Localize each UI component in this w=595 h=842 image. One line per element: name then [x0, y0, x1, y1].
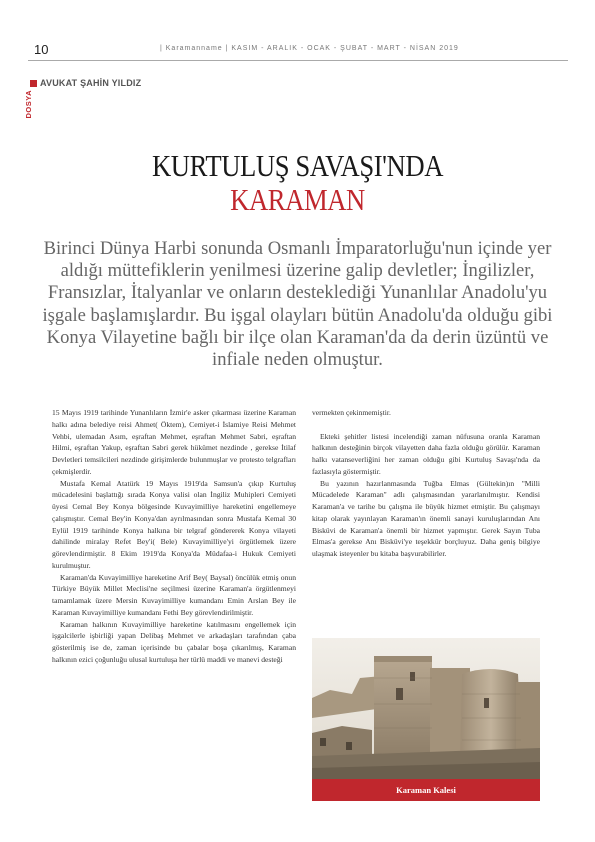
- article-title-line2: KARAMAN: [230, 182, 365, 217]
- article-title-line1: KURTULUŞ SAVAŞI'NDA: [151, 148, 444, 183]
- body-paragraph: Karaman halkının Kuvayimilliye hareketine katılmasını engellemek için işgalcilerle işbirliği yapan Delibaş Mehmet ve arkadaşları tarafından çaba gösterilmiş ise de, zaman içerisinde bu çabalar boşa çıkarılmış, Karaman halkının ezici çoğunluğu ulusal kurtuluşa her türlü maddi ve manevi desteği: [52, 619, 296, 664]
- body-column-right: [312, 407, 540, 560]
- body-paragraph: vermekten çekinmemiştir.: [312, 408, 391, 417]
- body-paragraph: 15 Mayıs 1919 tarihinde Yunanlıların İzmir'e asker çıkarması üzerine Karaman halkı adına belediye reisi Ahmet( Öktem), Cemiyet-i İslamiye Reisi Mehmet Vehbi, ulemadan Asım, eşraftan Mehmet, eşraftan Mehmet Sabri, eşraftan Hilmi, eşraftan Yakup, eşraftan Sabri gerek hükümet nezdinde , gerekse İtilaf Devletleri temsilcileri nezdinde girişimlerde bulunmuşlar ve protesto telgrafları çekmişlerdir.: [52, 408, 296, 476]
- body-paragraph: Ekteki şehitler listesi incelendiği zaman nüfusuna oranla Karaman halkının desteğinin birçok vilayetten daha fazla olduğu görülür. Karaman halkı vatanseverliğini her zaman olduğu gibi Kurtuluş Savaşı'nda da fazlasıyla göstermiştir.: [312, 431, 540, 476]
- body-paragraph: Mustafa Kemal Atatürk 19 Mayıs 1919'da Samsun'a çıkıp Kurtuluş mücadelesini başlattığı sırada Konya valisi olan İngiliz Muhipleri Cemiyeti üyesi Cemal Bey Konya bölgesinde Kuvayimilliye hareketini engellemeye çalışmıştır. Cemal Bey'in Konya'dan ayrılmasından sonra Mustafa Kemal 30 Eylül 1919 tarihinde Konya halkına bir telgraf göndererek Konya vilayeti dahilinde miralay Refet Bey'i( Bele) Kuvayimilliye'yi örgütlemek üzere görevlendirmiştir. 8 Ekim 1919'da Konya'da Müdafaa-i Hukuk Cemiyeti kurulmuştur.: [52, 478, 296, 570]
- running-head: | Karamanname | KASIM - ARALIK - OCAK - ŞUBAT - MART - NİSAN 2019: [160, 45, 459, 52]
- body-paragraph: Bu yazının hazırlanmasında Tuğba Elmas (Gültekin)ın "Milli Mücadelede Karaman" adlı çalışmasından yararlanılmıştır. Kendisi Karaman'a ve tarihe bu çalışma ile büyük hizmet etmiştir. Bu çalışmayı kitap olarak yayınlayan Karaman'ın önemli sanayi kuruluşlarından Anı Bisküvi de Karaman'a önemli bir hizmet yapmıştır. Gerek Sayın Tuba Elmas'a gerekse Anı Bisküvi'ye teşekkür borçluyuz. Daha geniş bilgiye ulaşmak isteyenler bu kitaba başvurabilirler.: [312, 478, 540, 558]
- section-tag: DOSYA: [24, 90, 33, 119]
- body-paragraph: Karaman'da Kuvayimilliye hareketine Arif Bey( Baysal) öncülük etmiş onun Türkiye Büyük Millet Meclisi'ne seçilmesi üzerine Karaman'a örgütlenmeyi tamamlamak üzere Mersin Kuvayimilliye kumandanı Emin Arslan Bey ile Karaman Kuvayimilliye kumandanı Fethi Bey görevlendirilmiştir.: [52, 572, 296, 617]
- author-marker: [30, 80, 37, 87]
- lead-paragraph: Birinci Dünya Harbi sonunda Osmanlı İmparatorluğu'nun içinde yer aldığı müttefiklerin yenilmesi üzerine galip devletler; İngilizler, Fransızlar, İtalyanlar ve onların desteklediği Yunanlılar Anadolu'yu işgale başlamışlardır. Bu işgal olayları bütün Anadolu'da olduğu gibi Konya Vilayetine bağlı bir ilçe olan Karaman'da da derin üzüntü ve infiale neden olmuştur.: [42, 238, 553, 371]
- photo-caption: Karaman Kalesi: [312, 779, 540, 801]
- header-rule: [28, 60, 568, 61]
- page-number: 10: [34, 42, 49, 57]
- body-column-left: [52, 407, 296, 666]
- author-name: AVUKAT ŞAHİN YILDIZ: [40, 78, 142, 88]
- page-header: [28, 42, 568, 58]
- castle-photo: [312, 638, 540, 801]
